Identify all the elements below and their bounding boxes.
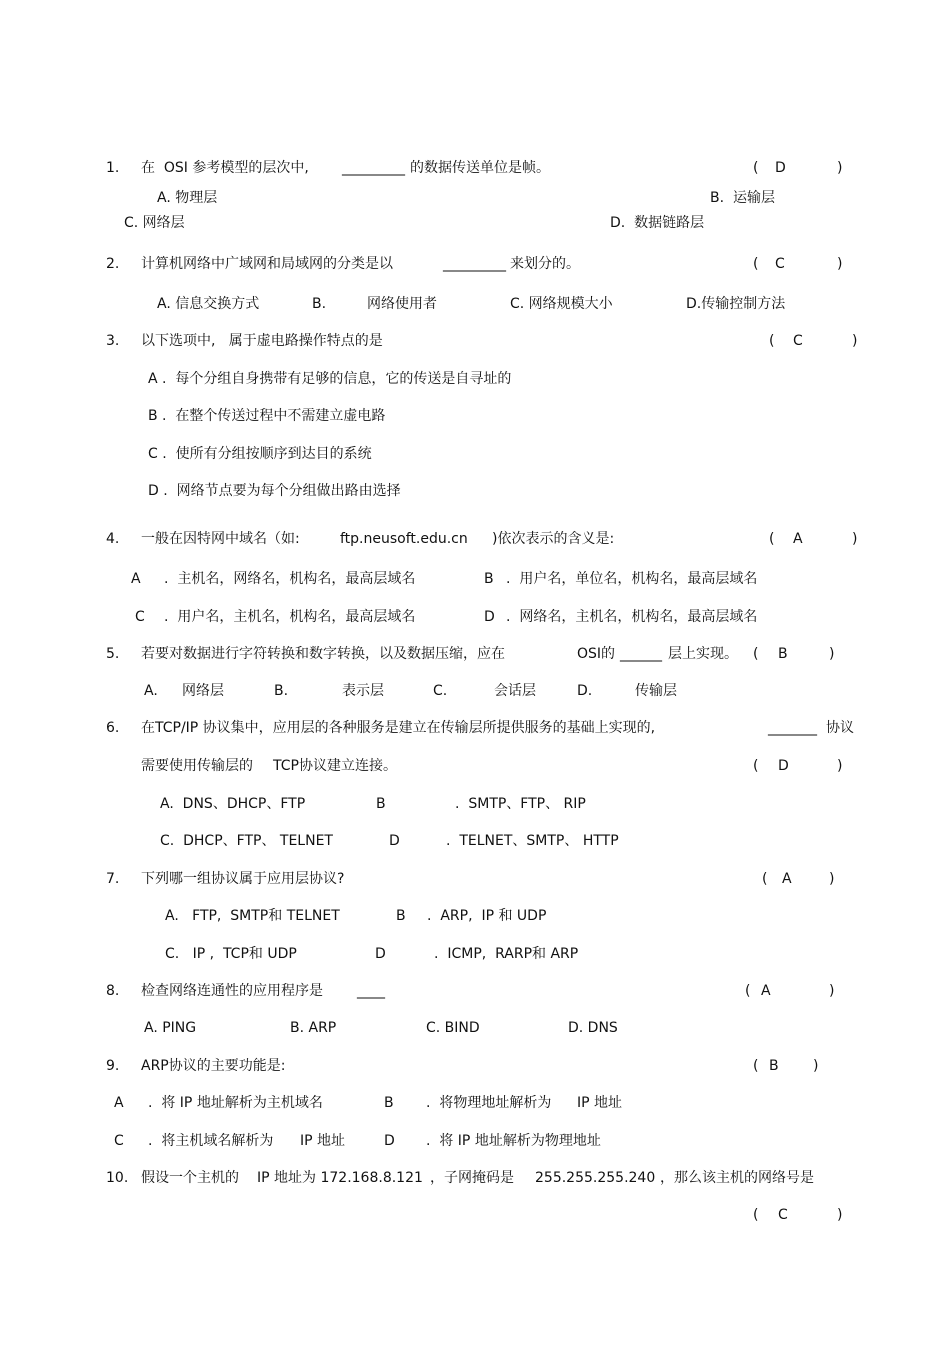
q4-option-d: . 网络名，主机名，机构名，最高层域名 — [506, 609, 758, 625]
q9-number: 9. — [106, 1058, 120, 1074]
q9-option-a: . 将 IP 地址解析为主机域名 — [148, 1095, 323, 1111]
q1-number: 1. — [106, 160, 120, 176]
q7-option-a: A. FTP, SMTP和 TELNET — [165, 908, 340, 924]
q1-stem-part1: 在 OSI 参考模型的层次中, — [141, 160, 309, 176]
q4-option-d-letter: D — [484, 609, 495, 625]
q8-number: 8. — [106, 983, 120, 999]
q5-stem-part3: 层上实现。 — [668, 646, 738, 662]
q1-option-a: A. 物理层 — [157, 190, 218, 206]
q1-option-c: C. 网络层 — [124, 215, 185, 231]
q9-stem: ARP协议的主要功能是: — [141, 1058, 286, 1074]
q6-paren-left: ( — [753, 758, 759, 774]
q9-option-b: . 将物理地址解析为 — [426, 1095, 552, 1111]
q6-answer: D — [778, 758, 789, 774]
q9-paren-right: ) — [813, 1058, 819, 1074]
q6-stem-part1: 在TCP/IP 协议集中，应用层的各种服务是建立在传输层所提供服务的基础上实现的, — [141, 720, 656, 736]
q4-answer: A — [793, 531, 803, 547]
q4-paren-right: ) — [852, 531, 858, 547]
q6-option-a: A. DNS、DHCP、FTP — [160, 796, 306, 812]
q7-paren-left: ( — [762, 871, 768, 887]
q10-stem-part4: 255.255.255.240 — [535, 1170, 656, 1186]
q4-stem-part1: 一般在因特网中域名（如: — [141, 531, 300, 547]
q2-option-d: D.传输控制方法 — [686, 296, 786, 312]
q5-paren-right: ) — [829, 646, 835, 662]
q8-option-d: D. DNS — [568, 1020, 618, 1036]
q5-paren-left: ( — [753, 646, 759, 662]
q2-stem-part1: 计算机网络中广域网和局域网的分类是以 — [141, 256, 393, 272]
q9-option-c-tail: IP 地址 — [300, 1133, 346, 1149]
q5-stem-part2: OSI的 — [577, 646, 616, 662]
q2-option-b: 网络使用者 — [367, 296, 437, 312]
q7-number: 7. — [106, 871, 120, 887]
q7-option-b: . ARP, IP 和 UDP — [427, 908, 547, 924]
q4-option-a-letter: A — [131, 571, 141, 587]
q10-stem-part1: 假设一个主机的 — [141, 1170, 239, 1186]
q7-option-d-letter: D — [375, 946, 386, 962]
q6-option-d: . TELNET、SMTP、 HTTP — [446, 833, 619, 849]
q9-paren-left: ( — [753, 1058, 759, 1074]
q2-blank: _________ — [443, 256, 506, 272]
q7-option-d: . ICMP, RARP和 ARP — [434, 946, 579, 962]
q1-option-d: D. 数据链路层 — [610, 215, 705, 231]
q9-option-b-tail: IP 地址 — [577, 1095, 623, 1111]
q7-paren-right: ) — [829, 871, 835, 887]
q3-option-a: A . 每个分组自身携带有足够的信息，它的传送是自寻址的 — [148, 371, 512, 387]
q8-option-a: A. PING — [144, 1020, 197, 1036]
q1-paren-left: ( — [753, 160, 759, 176]
q10-answer: C — [778, 1207, 788, 1223]
q6-blank: _______ — [768, 720, 817, 736]
q5-option-a: 网络层 — [182, 683, 224, 699]
q3-stem: 以下选项中, 属于虚电路操作特点的是 — [141, 333, 383, 349]
q6-paren-right: ) — [837, 758, 843, 774]
q10-stem-part2: IP 地址为 172.168.8.121 — [257, 1170, 423, 1186]
q2-paren-right: ) — [837, 256, 843, 272]
q3-answer: C — [793, 333, 803, 349]
q4-number: 4. — [106, 531, 120, 547]
q5-number: 5. — [106, 646, 120, 662]
q4-stem-part2: )依次表示的含义是: — [492, 531, 615, 547]
q3-number: 3. — [106, 333, 120, 349]
q9-option-b-letter: B — [384, 1095, 394, 1111]
q6-stem-part2: 协议 — [826, 720, 854, 736]
q3-option-d: D . 网络节点要为每个分组做出路由选择 — [148, 483, 401, 499]
q6-option-b-letter: B — [376, 796, 386, 812]
q10-paren-left: ( — [753, 1207, 759, 1223]
q4-option-a: . 主机名，网络名，机构名，最高层域名 — [164, 571, 416, 587]
q2-option-a: A. 信息交换方式 — [157, 296, 260, 312]
q9-option-d: . 将 IP 地址解析为物理地址 — [426, 1133, 601, 1149]
q2-stem-part2: 来划分的。 — [510, 256, 580, 272]
q1-blank: _________ — [342, 160, 405, 176]
q8-option-b: B. ARP — [290, 1020, 337, 1036]
q2-number: 2. — [106, 256, 120, 272]
q5-option-d: 传输层 — [635, 683, 677, 699]
q8-blank: ____ — [357, 983, 385, 999]
q3-option-b: B . 在整个传送过程中不需建立虚电路 — [148, 408, 386, 424]
q2-answer: C — [775, 256, 785, 272]
q7-answer: A — [782, 871, 792, 887]
q7-option-b-letter: B — [396, 908, 406, 924]
q9-answer: B — [769, 1058, 779, 1074]
q9-option-c: . 将主机域名解析为 — [148, 1133, 274, 1149]
q3-option-c: C . 使所有分组按顺序到达目的系统 — [148, 446, 372, 462]
q6-stem-part3: 需要使用传输层的 — [141, 758, 253, 774]
q8-stem: 检查网络连通性的应用程序是 — [141, 983, 323, 999]
q5-option-b-letter: B. — [274, 683, 289, 699]
q6-option-c: C. DHCP、FTP、 TELNET — [160, 833, 333, 849]
q4-option-c: . 用户名，主机名，机构名，最高层域名 — [164, 609, 416, 625]
q8-answer: A — [761, 983, 771, 999]
q1-stem-part2: 的数据传送单位是帧。 — [410, 160, 550, 176]
q5-option-b: 表示层 — [342, 683, 384, 699]
q8-paren-right: ) — [829, 983, 835, 999]
q7-option-c: C. IP , TCP和 UDP — [165, 946, 297, 962]
q5-answer: B — [778, 646, 788, 662]
q2-option-b-letter: B. — [312, 296, 327, 312]
q4-option-b: . 用户名，单位名，机构名，最高层域名 — [506, 571, 758, 587]
q6-number: 6. — [106, 720, 120, 736]
q1-paren-right: ) — [837, 160, 843, 176]
q1-answer: D — [775, 160, 786, 176]
q2-paren-left: ( — [753, 256, 759, 272]
q5-option-d-letter: D. — [577, 683, 593, 699]
q6-option-b: . SMTP、FTP、 RIP — [455, 796, 586, 812]
q2-option-c: C. 网络规模大小 — [510, 296, 613, 312]
q5-stem-part1: 若要对数据进行字符转换和数字转换，以及数据压缩，应在 — [141, 646, 505, 662]
q3-paren-left: ( — [769, 333, 775, 349]
q6-option-d-letter: D — [389, 833, 400, 849]
q3-paren-right: ) — [852, 333, 858, 349]
q10-stem-part5: ，那么该主机的网络号是 — [660, 1170, 814, 1186]
q4-option-b-letter: B — [484, 571, 494, 587]
q8-option-c: C. BIND — [426, 1020, 480, 1036]
q10-stem-part3: ，子网掩码是 — [430, 1170, 514, 1186]
q5-option-a-letter: A. — [144, 683, 158, 699]
q4-domain-example: ftp.neusoft.edu.cn — [340, 531, 468, 547]
q5-option-c: 会话层 — [494, 683, 536, 699]
q4-option-c-letter: C — [135, 609, 145, 625]
q5-option-c-letter: C. — [433, 683, 448, 699]
q7-stem: 下列哪一组协议属于应用层协议? — [141, 871, 345, 887]
q9-option-a-letter: A — [114, 1095, 124, 1111]
q6-stem-part4: TCP协议建立连接。 — [273, 758, 397, 774]
q4-paren-left: ( — [769, 531, 775, 547]
q10-paren-right: ) — [837, 1207, 843, 1223]
q1-option-b: B. 运输层 — [710, 190, 775, 206]
q5-blank: ______ — [620, 646, 662, 662]
q9-option-d-letter: D — [384, 1133, 395, 1149]
q10-number: 10. — [106, 1170, 129, 1186]
q8-paren-left: ( — [745, 983, 751, 999]
q9-option-c-letter: C — [114, 1133, 124, 1149]
